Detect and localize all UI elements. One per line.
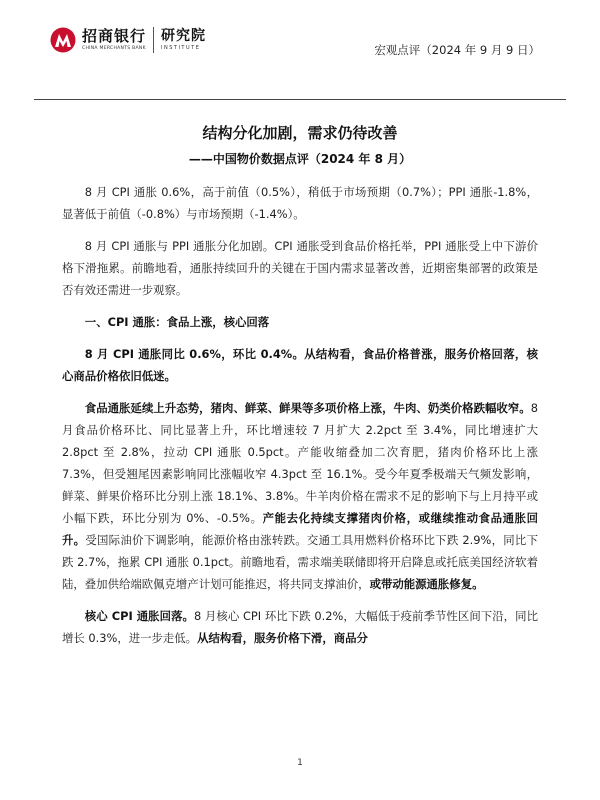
paragraph-food-inflation	[62, 397, 538, 595]
bank-name-en: CHINA MERCHANTS BANK	[82, 46, 146, 51]
energy-inflation-body: 受国际油价下调影响，能源价格由涨转跌。交通工具用燃料价格环比下跌 2.9%，同比下跌 2.7%，拖累 CPI 通胀 0.1pct。前瞻地看，需求端美联储即将开启降息或托底美国经济软着陆，叠加供给端欧佩克增产计划可能推迟，将共同支撑油价，	[62, 533, 538, 591]
section-heading-cpi: 一、CPI 通胀：食品上涨，核心回落	[84, 315, 270, 329]
paragraph-summary: 8 月 CPI 通胀 0.6%，高于前值（0.5%），稍低于市场预期（0.7%）；PPI 通胀-1.8%，显著低于前值（-0.8%）与市场预期（-1.4%）。	[62, 185, 538, 221]
core-cpi-lead: 核心 CPI 通胀回落。	[84, 609, 194, 623]
bank-name-cn: 招商银行	[82, 27, 147, 45]
header-rule	[34, 99, 566, 100]
institute-name-cn: 研究院	[161, 28, 207, 44]
core-cpi-bold: 从结构看，服务价格下滑，商品分	[197, 631, 368, 645]
report-title: 结构分化加剧，需求仍待改善	[202, 124, 398, 142]
paragraph-core-cpi	[62, 605, 538, 649]
cmb-logo	[50, 27, 206, 53]
logo-divider	[153, 27, 154, 53]
report-body	[62, 181, 538, 659]
food-inflation-bold: 产能去化持续支撑猪肉价格，或继续推动食品通胀回升。	[62, 511, 538, 547]
report-subtitle: ——中国物价数据点评（2024 年 8 月）	[188, 152, 412, 166]
cmb-logo-icon	[50, 27, 76, 53]
core-cpi-body: 8 月核心 CPI 环比下跌 0.2%，大幅低于疫前季节性区间下沿，同比增长 0.3%，进一步走低。	[62, 609, 538, 645]
paragraph-cpi-headline: 8 月 CPI 通胀同比 0.6%，环比 0.4%。从结构看，食品价格普涨，服务价格回落，核心商品价格依旧低迷。	[62, 347, 538, 383]
page-number: 1	[297, 758, 303, 768]
institute-name-en: INSTITUTE	[161, 45, 201, 51]
paragraph-overview: 8 月 CPI 通胀与 PPI 通胀分化加剧。CPI 通胀受到食品价格托举，PPI 通胀受上中下游价格下滑拖累。前瞻地看，通胀持续回升的关键在于国内需求显著改善，近期密集部署的政策是否有效还需进一步观察。	[62, 239, 538, 297]
food-inflation-body: 8 月食品价格环比、同比显著上升，环比增速较 7 月扩大 2.2pct 至 3.4%，同比增速扩大 2.8pct 至 2.8%，拉动 CPI 通胀 0.5pct。产能收缩叠加二次育肥，猪肉价格环比上涨 7.3%，但受翘尾因素影响同比涨幅收窄 4.3pct 至 16.1%。受今年夏季极端天气频发影响，鲜菜、鲜果价格环比分别上涨 18.1%、3.8%。牛羊肉价格在需求不足的影响下与上月持平或小幅下跌，环比分别为 0%、-0.5%。	[62, 401, 538, 525]
food-inflation-lead: 食品通胀延续上升态势，猪肉、鲜菜、鲜果等多项价格上涨，牛肉、奶类价格跌幅收窄。	[84, 401, 531, 415]
energy-inflation-bold: 或带动能源通胀修复。	[369, 577, 484, 591]
report-type-date: 宏观点评（2024 年 9 月 9 日）	[374, 43, 540, 57]
report-header	[0, 0, 600, 100]
